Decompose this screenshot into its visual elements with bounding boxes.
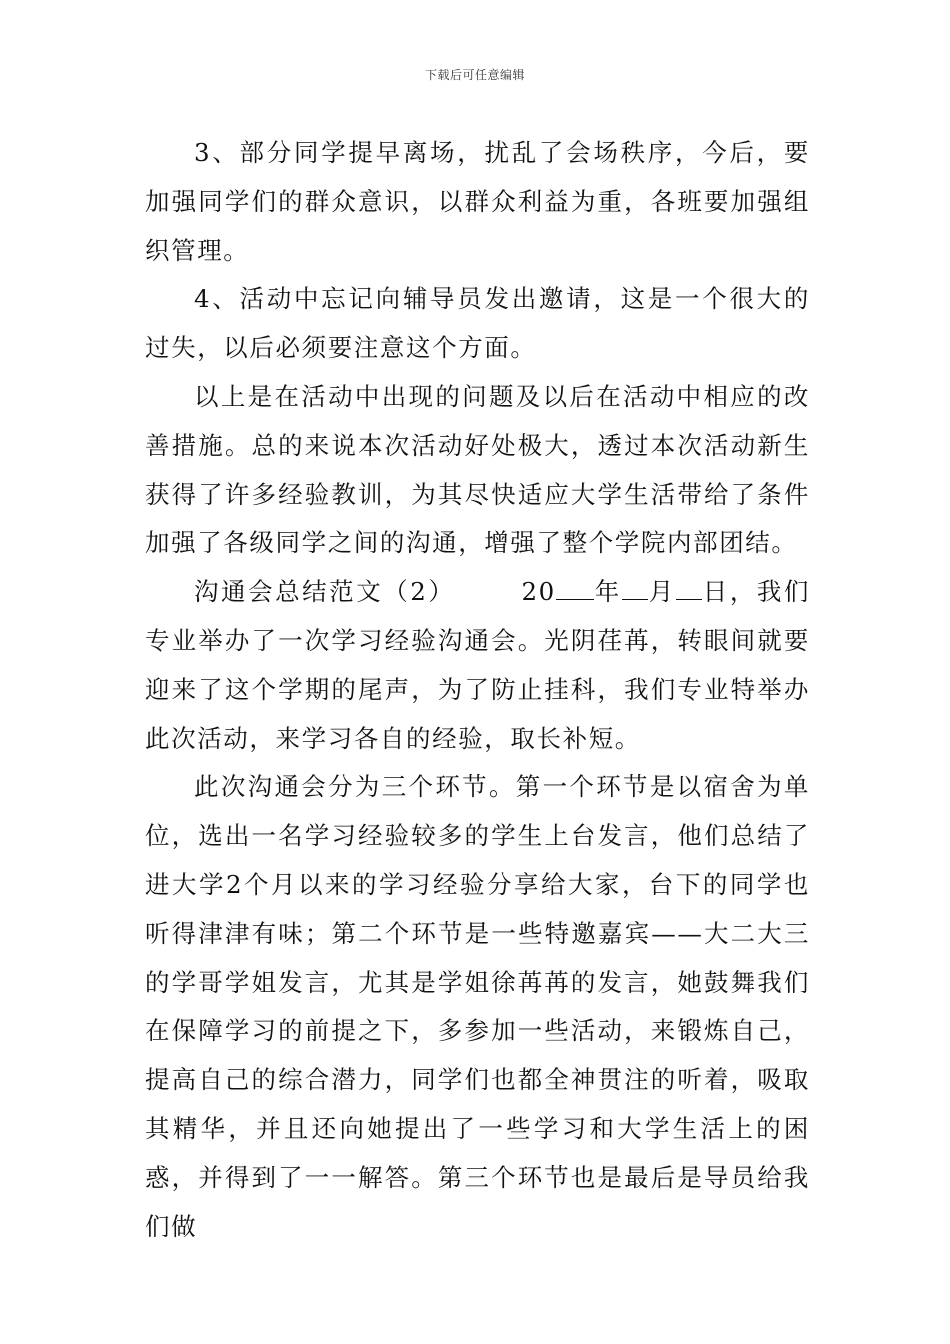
paragraph-item-4: 4、活动中忘记向辅导员发出邀请，这是一个很大的过失，以后必须要注意这个方面。 (145, 284, 810, 363)
day-blank (676, 577, 702, 600)
paragraph-meeting-details: 此次沟通会分为三个环节。第一个环节是以宿舍为单位，选出一名学习经验较多的学生上台发言，他们总结了进大学2个月以来的学习经验分享给大家，台下的同学也听得津津有味；第二个环节是一些特邀嘉宾——大二大三的学哥学姐发言，尤其是学姐徐苒苒的发言，她鼓舞我们在保障学习的前提之下，多参加一些活动，来锻炼自己，提高自己的综合潜力，同学们也都全神贯注的听着，吸取其精华，并且还向她提出了一些学习和大学生活上的困惑，并得到了一一解答。第三个环节也是最后是导员给我们做 (145, 772, 810, 1241)
paragraph-summary: 以上是在活动中出现的问题及以后在活动中相应的改善措施。总的来说本次活动好处极大，透过本次活动新生获得了许多经验教训，为其尽快适应大学生活带给了条件加强了各级同学之间的沟通，增强了整个学院内部团结。 (145, 381, 810, 558)
section-2-text: ，我们专业举办了一次学习经验沟通会。光阴荏苒，转眼间就要迎来了这个学期的尾声，为了防止挂科，我们专业特举办此次活动，来学习各自的经验，取长补短。 (145, 577, 810, 753)
day-label: 日 (701, 577, 730, 607)
section-title: 沟通会总结范文（2） (194, 577, 456, 607)
month-label: 月 (647, 577, 676, 607)
year-label: 年 (593, 577, 622, 607)
date-prefix: 20 (521, 577, 556, 607)
document-body (145, 129, 810, 1251)
year-blank (556, 577, 594, 600)
month-blank (622, 577, 648, 600)
paragraph-section-2 (145, 568, 810, 763)
paragraph-item-3: 3、部分同学提早离场，扰乱了会场秩序，今后，要加强同学们的群众意识，以群众利益为重，各班要加强组织管理。 (145, 138, 810, 265)
page-header: 下载后可任意编辑 (424, 68, 525, 82)
